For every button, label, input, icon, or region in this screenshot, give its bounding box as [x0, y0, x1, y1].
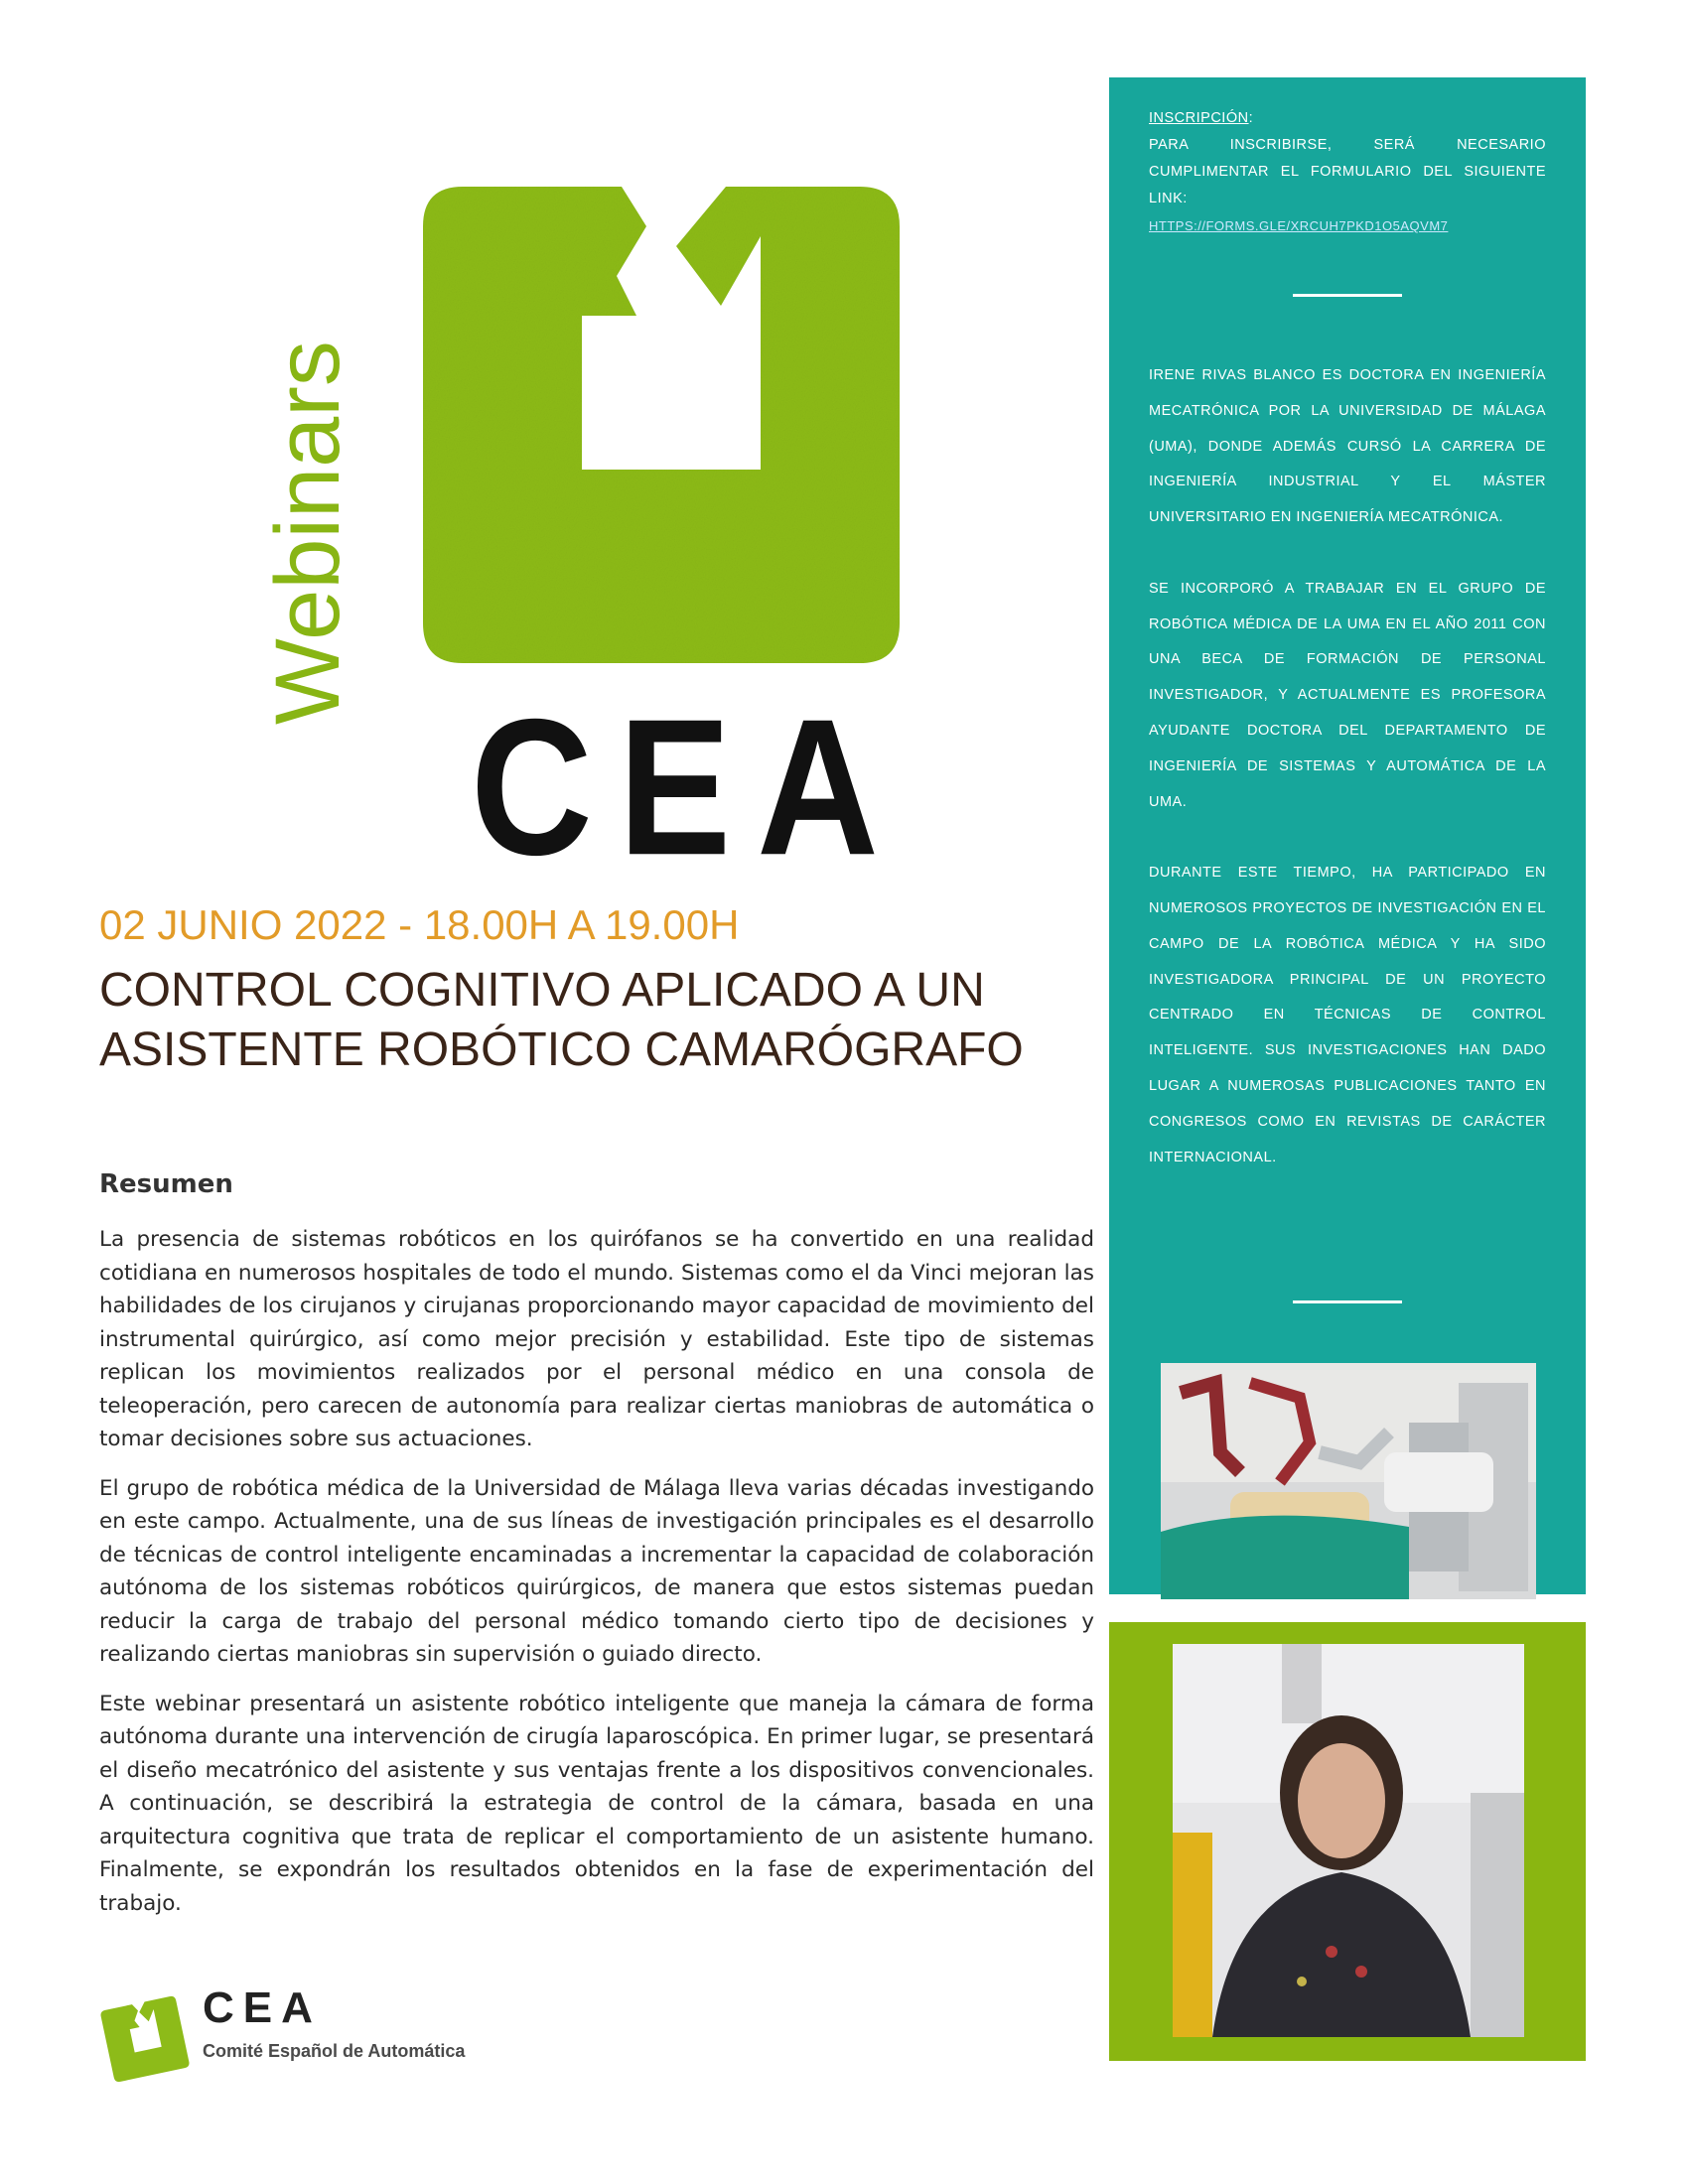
registration-link[interactable]: HTTPS://FORMS.GLE/XRCUH7PKD1O5AQVM7 [1149, 218, 1449, 233]
registration-heading: INSCRIPCIÓN [1149, 110, 1249, 126]
surgical-robot-photo [1161, 1363, 1536, 1599]
registration-block [1149, 105, 1546, 240]
footer-organization: Comité Español de Automática [203, 2041, 466, 2061]
speaker-bio [1149, 358, 1546, 1211]
divider [1293, 294, 1402, 297]
bio-paragraph: IRENE RIVAS BLANCO ES DOCTORA EN INGENIERÍA MECATRÓNICA POR LA UNIVERSIDAD DE MÁLAGA (UMA), DONDE ADEMÁS CURSÓ LA CARRERA DE INGENIERÍA INDUSTRIAL Y EL MÁSTER UNIVERSITARIO EN INGENIERÍA MECATRÓNICA. [1149, 367, 1546, 526]
resumen-body [99, 1223, 1094, 1936]
event-title [99, 961, 1092, 1080]
resumen-paragraph: Este webinar presentará un asistente robótico inteligente que maneja la cámara de forma autónoma durante una intervención de cirugía laparoscópica. En primer lugar, se presentará el diseño mecatrónico del asistente y sus ventajas frente a los dispositivos convencionales. A continuación, se describirá la estrategia de control de la cámara, basada en una arquitectura cognitiva que trata de replicar el comportamiento de un asistente humano. Finalmente, se expondrán los resultados obtenidos en la fase de experimentación del trabajo. [99, 1691, 1094, 1916]
resumen-paragraph: La presencia de sistemas robóticos en los quirófanos se ha convertido en una realidad cotidiana en numerosos hospitales de todo el mundo. Sistemas como el da Vinci mejoran las habilidades de los cirujanos y cirujanas proporcionando mayor capacidad de movimiento del instrumental quirúrgico, así como mejor precisión y estabilidad. Este tipo de sistemas replican los movimientos realizados por el personal médico en una consola de teleoperación, pero carecen de autonomía para realizar ciertas maniobras de automática o tomar decisiones sobre sus actuaciones. [99, 1227, 1094, 1451]
footer-wordmark: CEA [203, 1983, 322, 2032]
divider [1293, 1300, 1402, 1303]
speaker-photo-frame [1109, 1622, 1586, 2061]
speaker-photo [1173, 1644, 1524, 2037]
event-title-line-1: CONTROL COGNITIVO APLICADO A UN [99, 964, 985, 1017]
event-title-line-2: ASISTENTE ROBÓTICO CAMARÓGRAFO [99, 1024, 1024, 1076]
info-sidebar [1109, 77, 1586, 1594]
registration-heading-colon: : [1248, 110, 1254, 126]
footer-logo [99, 1983, 496, 2101]
footer-logo-mark [99, 1993, 191, 2085]
cea-logo-mark [423, 187, 900, 663]
cea-wordmark: CEA [471, 679, 905, 896]
resumen-paragraph: El grupo de robótica médica de la Universidad de Málaga lleva varias décadas investigando en este campo. Actualmente, una de sus líneas de investigación principales es el desarrollo de técnicas de control inteligente encaminadas a incrementar la capacidad de colaboración autónoma de los sistemas robóticos quirúrgicos, de manera que estos sistemas puedan reducir la carga de trabajo del personal médico tomando cierto tipo de decisiones y realizando ciertas maniobras sin supervisión o guiado directo. [99, 1475, 1094, 1667]
bio-paragraph: SE INCORPORÓ A TRABAJAR EN EL GRUPO DE ROBÓTICA MÉDICA DE LA UMA EN EL AÑO 2011 CON UNA BECA DE FORMACIÓN DE PERSONAL INVESTIGADOR, Y ACTUALMENTE ES PROFESORA AYUDANTE DOCTORA DEL DEPARTAMENTO DE INGENIERÍA DE SISTEMAS Y AUTOMÁTICA DE LA UMA. [1149, 580, 1546, 810]
bio-paragraph: DURANTE ESTE TIEMPO, HA PARTICIPADO EN NUMEROSOS PROYECTOS DE INVESTIGACIÓN EN EL CAMPO DE LA ROBÓTICA MÉDICA Y HA SIDO INVESTIGADORA PRINCIPAL DE UN PROYECTO CENTRADO EN TÉCNICAS DE CONTROL INTELIGENTE. SUS INVESTIGACIONES HAN DADO LUGAR A NUMEROSAS PUBLICACIONES TANTO EN CONGRESOS COMO EN REVISTAS DE CARÁCTER INTERNACIONAL. [1149, 865, 1546, 1165]
event-date-time: 02 JUNIO 2022 - 18.00H A 19.00H [99, 901, 740, 948]
registration-text: PARA INSCRIBIRSE, SERÁ NECESARIO CUMPLIMENTAR EL FORMULARIO DEL SIGUIENTE LINK: [1149, 137, 1546, 206]
webinars-label: Webinars [257, 341, 358, 725]
resumen-heading: Resumen [99, 1169, 233, 1199]
